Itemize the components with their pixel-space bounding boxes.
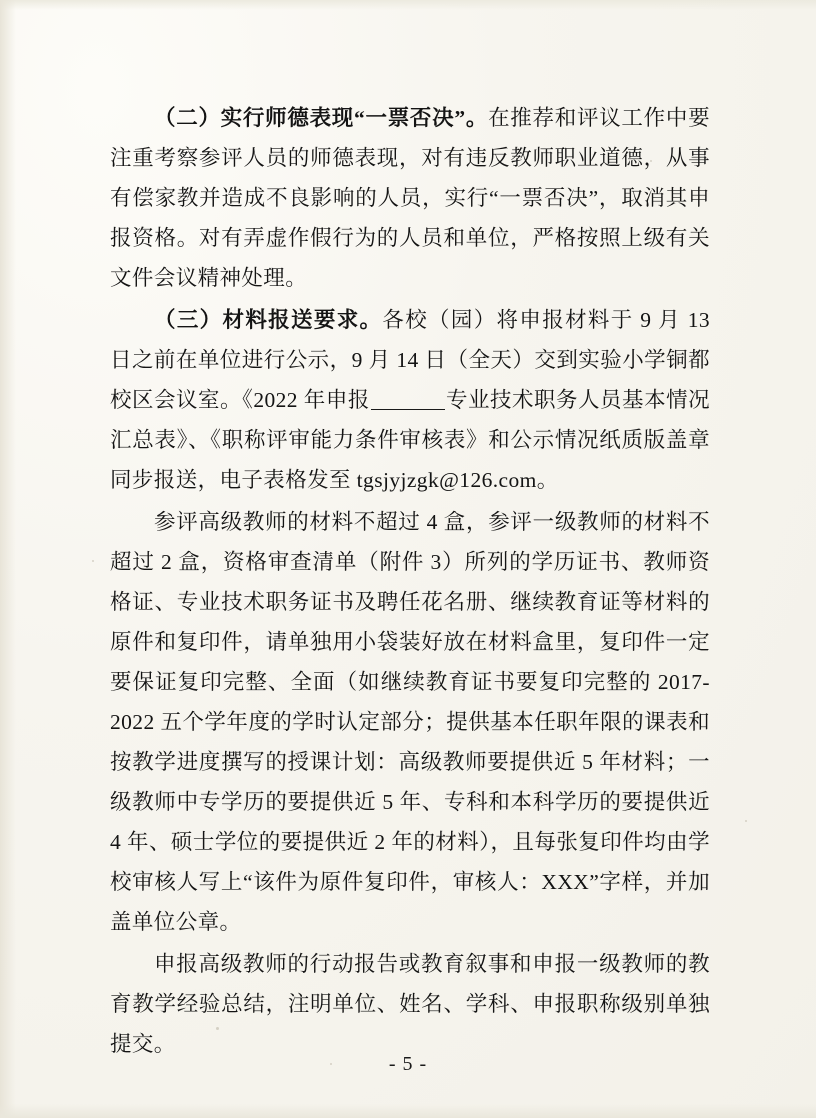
paragraph-2-body-after-blank: 专业技术职务人员基本情况汇总表》、《职称评审能力条件审核表》和公示情况纸质版盖章同步报送，电子表格发至 tgsjyjzgk@126.com。	[110, 388, 710, 492]
paragraph-3-body: 参评高级教师的材料不超过 4 盒，参评一级教师的材料不超过 2 盒，资格审查清单（附件 3）所列的学历证书、教师资格证、专业技术职务证书及聘任花名册、继续教育证等材料的原件和复印件，请单独用小袋装好放在材料盒里，复印件一定要保证复印完整、全面（如继续教育证书要复印完整的 2017-2022 五个学年度的学时认定部分；提供基本任职年限的课表和按教学进度撰写的授课计划：高级教师要提供近 5 年材料；一级教师中专学历的要提供近 5 年、专科和本科学历的要提供近 4 年、硕士学位的要提供近 2 年的材料），且每张复印件均由学校审核人写上“该件为原件复印件，审核人：XXX”字样，并加盖单位公章。	[110, 510, 710, 934]
scan-edge-left	[0, 0, 16, 1118]
paragraph-4-body: 申报高级教师的行动报告或教育叙事和申报一级教师的教育教学经验总结，注明单位、姓名、学科、申报职称级别单独提交。	[110, 952, 710, 1056]
scan-edge-top	[0, 0, 816, 10]
scan-edge-bottom	[0, 1104, 816, 1118]
page-number: - 5 -	[388, 1053, 428, 1075]
paragraph-2-heading: （三）材料报送要求。	[154, 308, 383, 332]
paragraph-2-body-before-blank: 各校（园）将申报材料于 9 月 13 日之前在单位进行公示，9 月 14 日（全天）交到实验小学铜都校区会议室。《2022 年申报	[110, 308, 710, 412]
paragraph-4	[110, 944, 710, 1064]
paragraph-1-body: 在推荐和评议工作中要注重考察参评人员的师德表现，对有违反教师职业道德，从事有偿家教并造成不良影响的人员，实行“一票否决”，取消其申报资格。对有弄虚作假行为的人员和单位，严格按照上级有关文件会议精神处理。	[110, 106, 710, 290]
paragraph-1-heading: （二）实行师德表现“一票否决”。	[154, 106, 489, 130]
fill-in-blank-line	[371, 409, 445, 410]
scan-speck	[92, 560, 94, 562]
paragraph-1	[110, 98, 710, 298]
paragraph-2	[110, 300, 710, 500]
paragraph-3	[110, 502, 710, 942]
document-body	[110, 98, 710, 1066]
scan-speck	[745, 820, 747, 822]
